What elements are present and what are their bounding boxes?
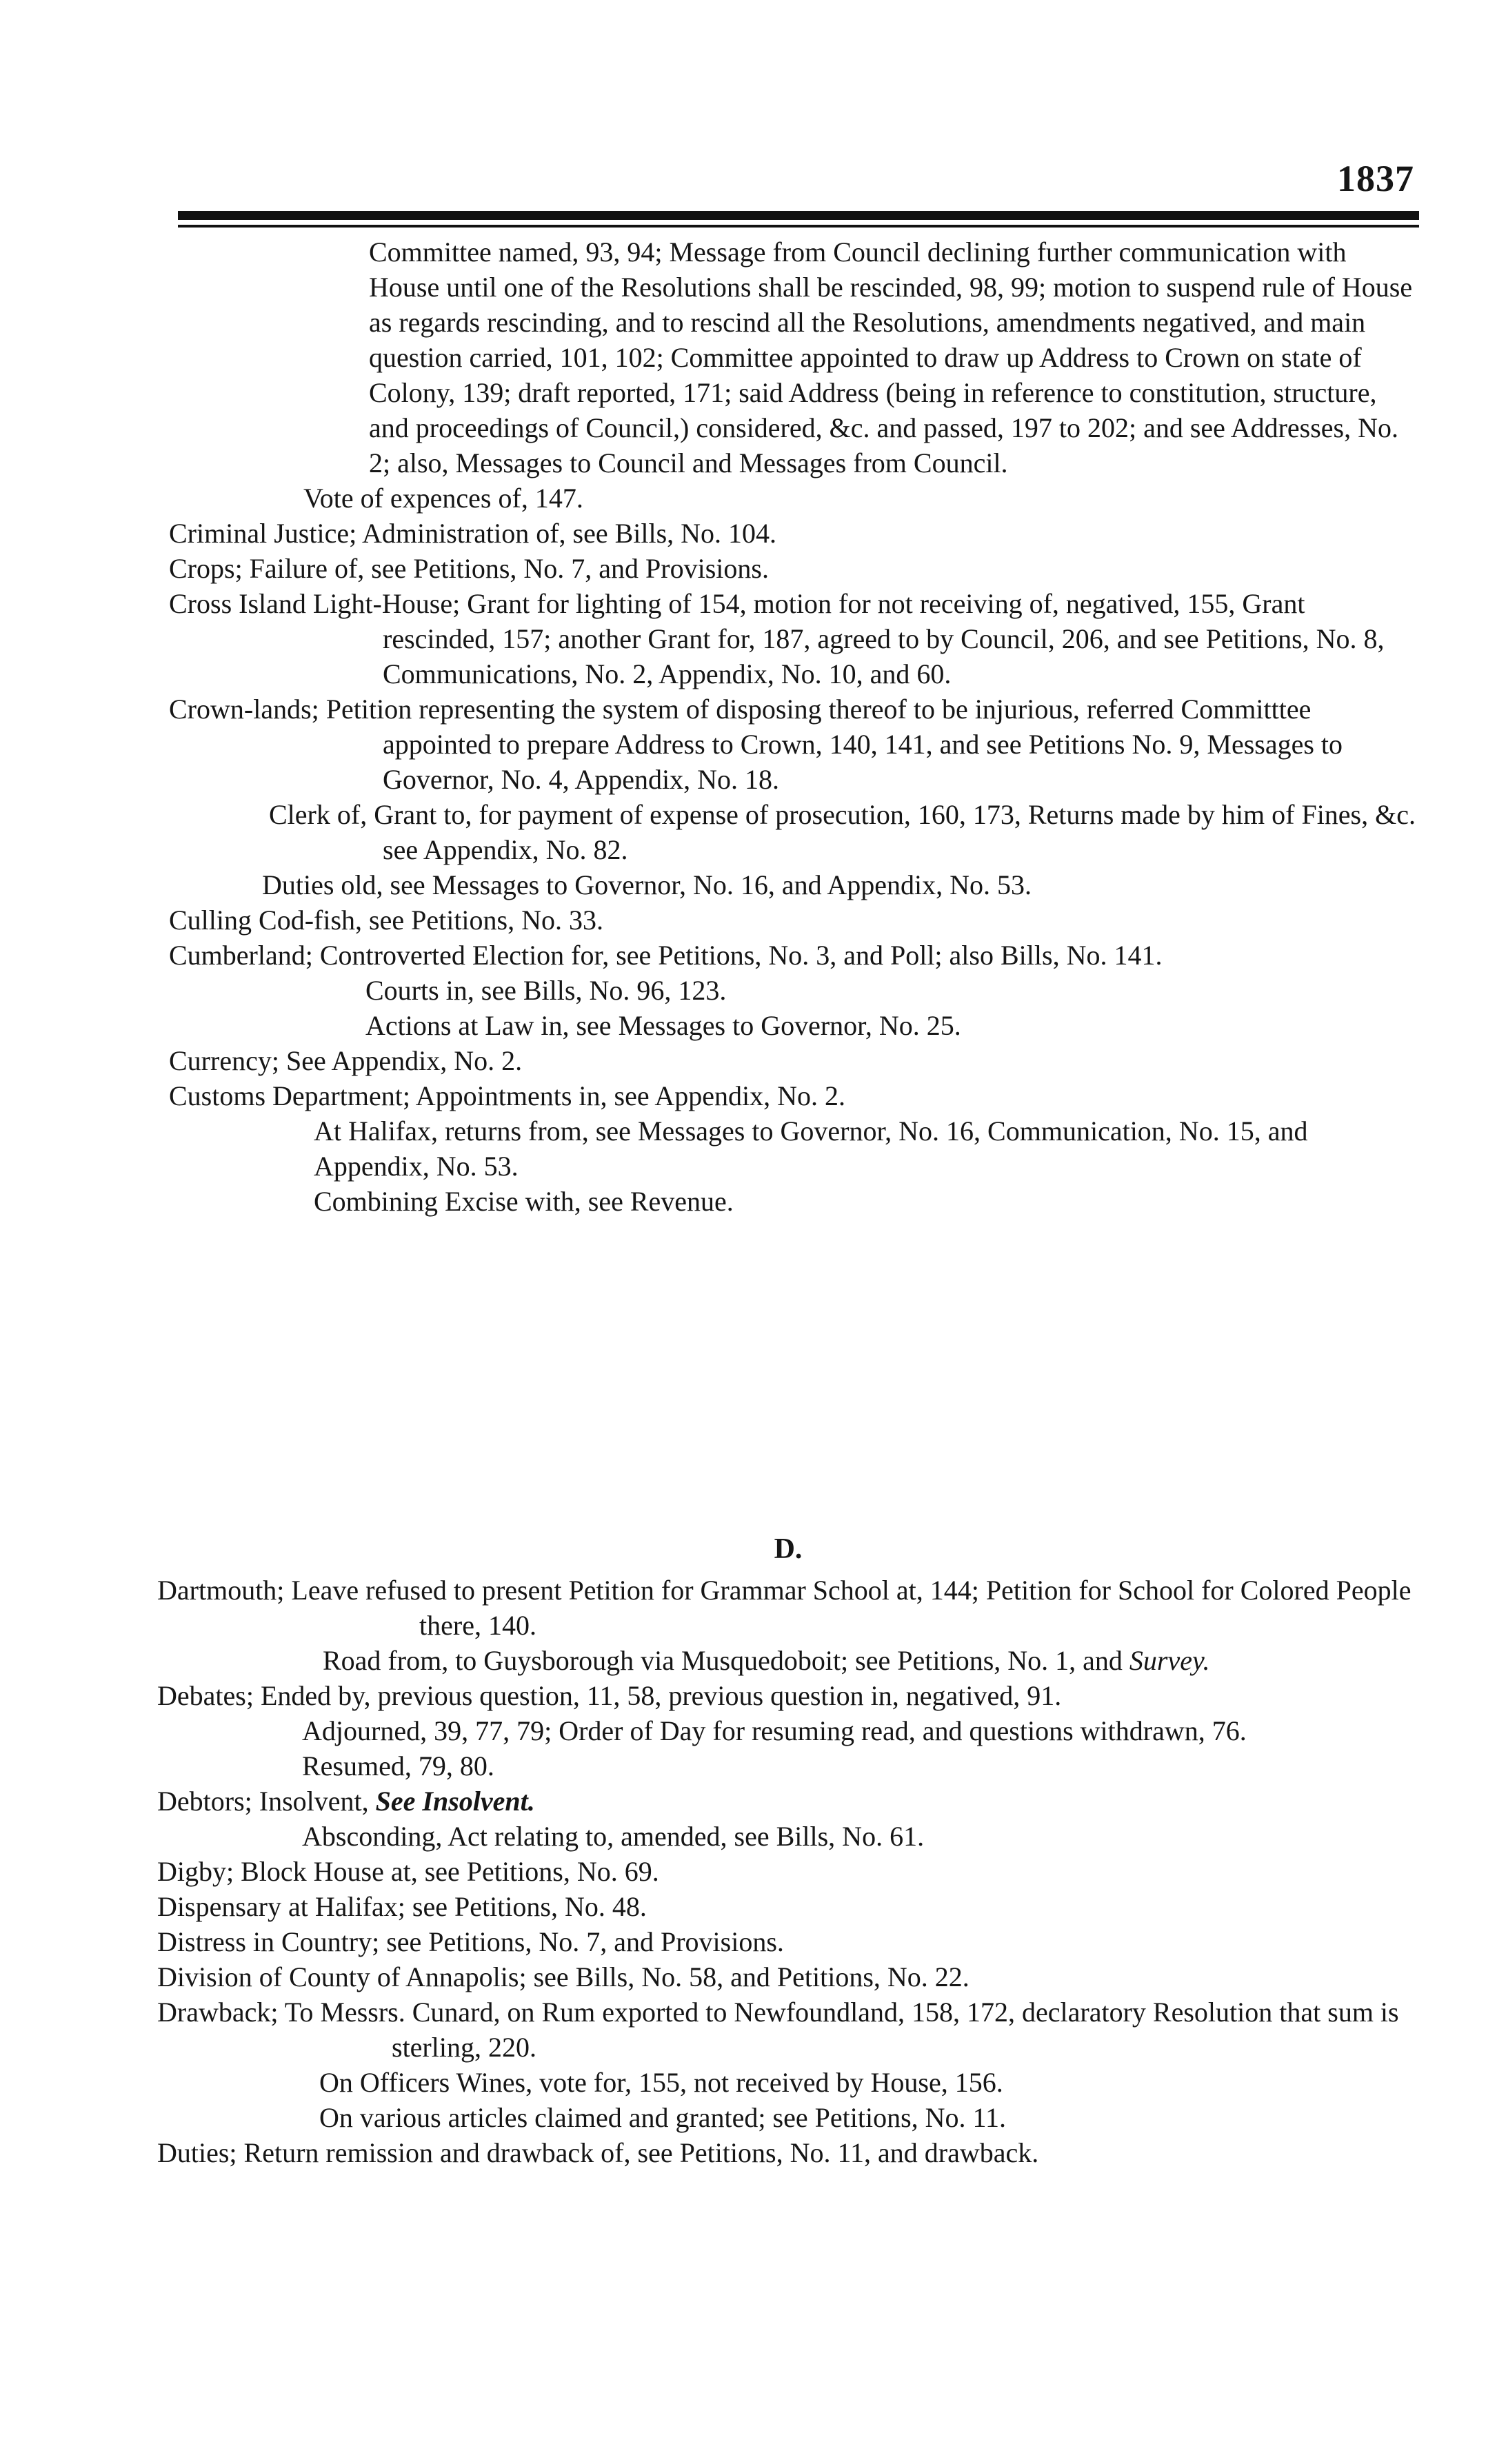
index-entry: Crops; Failure of, see Petitions, No. 7, and Provisions. — [169, 553, 769, 584]
header-rule-thick — [178, 211, 1419, 220]
index-entry: Duties old, see Messages to Governor, No. 16, and Appendix, No. 53. — [262, 869, 1032, 900]
index-entry-italic: See Insolvent. — [375, 1786, 535, 1817]
index-entry: Actions at Law in, see Messages to Governor, No. 25. — [365, 1010, 961, 1041]
index-entry-text: Road from, to Guysborough via Musquedoboit; see Petitions, No. 1, and — [323, 1645, 1129, 1676]
index-entry: Adjourned, 39, 77, 79; Order of Day for resuming read, and questions withdrawn, 76. — [302, 1715, 1247, 1746]
index-entry: Cumberland; Controverted Election for, see Petitions, No. 3, and Poll; also Bills, No. 141. — [169, 940, 1163, 971]
index-entry: Debates; Ended by, previous question, 11, 58, previous question in, negatived, 91. — [157, 1680, 1062, 1711]
index-entry: Crown-lands; Petition representing the system of disposing thereof to be injurious, referred Committtee appointed to prepare Address to Crown, 140, 141, and see Petitions No. 9, Messages to Governor, No. 4, Appendix, No. 18. — [169, 694, 1343, 795]
page-number: 1837 — [1337, 158, 1414, 199]
index-entry: Division of County of Annapolis; see Bills, No. 58, and Petitions, No. 22. — [157, 1961, 969, 1992]
index-entry: Courts in, see Bills, No. 96, 123. — [365, 975, 727, 1006]
index-entry: At Halifax, returns from, see Messages to Governor, No. 16, Communication, No. 15, and Appendix, No. 53. — [314, 1115, 1308, 1182]
index-entry — [157, 1643, 1419, 1678]
index-entry: Currency; See Appendix, No. 2. — [169, 1045, 523, 1076]
section-letter-d: D. — [774, 1533, 803, 1565]
index-entry-italic: Survey. — [1129, 1645, 1210, 1676]
index-entry: Clerk of, Grant to, for payment of expense of prosecution, 160, 173, Returns made by him of Fines, &c. see Appendix, No. 82. — [269, 799, 1416, 865]
index-entry: Cross Island Light-House; Grant for lighting of 154, motion for not receiving of, negatived, 155, Grant rescinded, 157; another Grant for, 187, agreed to by Council, 206, and see Petitions, No. 8, Communications, No. 2, Appendix, No. 10, and 60. — [169, 588, 1385, 689]
section-d — [157, 1532, 1419, 2170]
index-entry: On Officers Wines, vote for, 155, not received by House, 156. — [319, 2067, 1003, 2098]
index-entry: Distress in Country; see Petitions, No. 7, and Provisions. — [157, 1926, 784, 1957]
index-entry — [157, 1784, 1419, 1819]
index-entry: Dartmouth; Leave refused to present Petition for Grammar School at, 144; Petition for School for Colored People there, 140. — [157, 1575, 1411, 1641]
index-entry: Dispensary at Halifax; see Petitions, No. 48. — [157, 1891, 647, 1922]
index-entry: Criminal Justice; Administration of, see Bills, No. 104. — [169, 518, 777, 549]
index-entry: Digby; Block House at, see Petitions, No. 69. — [157, 1856, 659, 1887]
index-entry: Culling Cod-fish, see Petitions, No. 33. — [169, 905, 603, 936]
header-rule-thin — [178, 225, 1419, 228]
index-entry: Duties; Return remission and drawback of, see Petitions, No. 11, and drawback. — [157, 2137, 1039, 2168]
index-entry: Resumed, 79, 80. — [302, 1750, 494, 1781]
index-entry: Customs Department; Appointments in, see Appendix, No. 2. — [169, 1080, 846, 1111]
index-entry: Vote of expences of, 147. — [303, 483, 583, 514]
index-entry: Drawback; To Messrs. Cunard, on Rum exported to Newfoundland, 158, 172, declaratory Resolution that sum is sterling, 220. — [157, 1997, 1399, 2063]
index-entry-text: Debtors; Insolvent, — [157, 1786, 376, 1817]
section-c-entries — [159, 234, 1420, 1219]
index-entry: Absconding, Act relating to, amended, see Bills, No. 61. — [302, 1821, 925, 1852]
index-entry: On various articles claimed and granted; see Petitions, No. 11. — [319, 2102, 1007, 2133]
index-entry: Committee named, 93, 94; Message from Council declining further communication with House until one of the Resolutions shall be rescinded, 98, 99; motion to suspend rule of House as regards rescinding, and to rescind all the Resolutions, amendments negatived, and main question carried, 101, 102; Committee appointed to draw up Address to Crown on state of Colony, 139; draft reported, 171; said Address (being in reference to constitution, structure, and proceedings of Council,) considered, &c. and passed, 197 to 202; and see Addresses, No. 2; also, Messages to Council and Messages from Council. — [369, 236, 1413, 478]
index-entry: Combining Excise with, see Revenue. — [314, 1186, 734, 1217]
